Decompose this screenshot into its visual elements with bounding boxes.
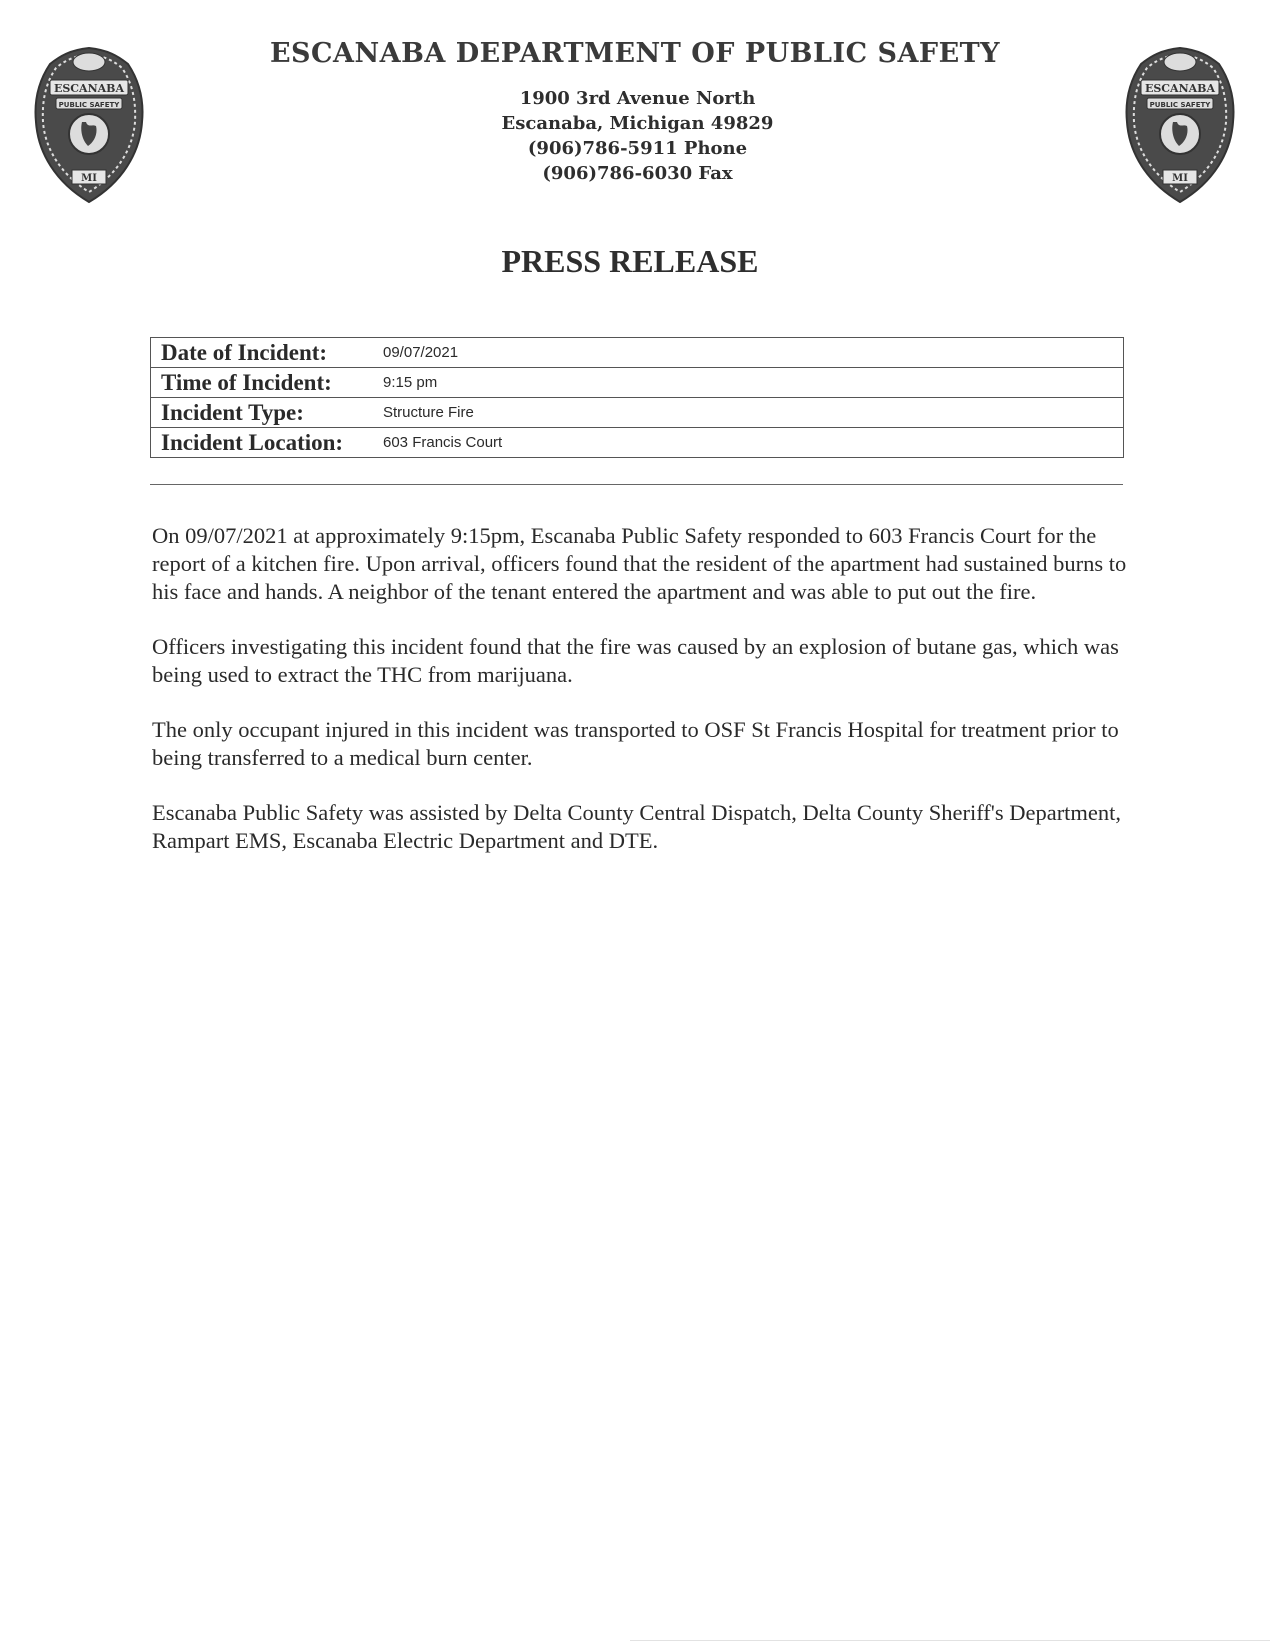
incident-info-table	[150, 337, 1124, 458]
organization-name: ESCANABA DEPARTMENT OF PUBLIC SAFETY	[269, 38, 1001, 69]
page-title: PRESS RELEASE	[501, 243, 759, 279]
address-line-2: Escanaba, Michigan 49829	[501, 113, 774, 134]
incident-value: 9:15 pm	[383, 374, 438, 391]
badge-text: PUBLIC SAFETY	[1149, 101, 1211, 109]
police-badge-icon	[1121, 42, 1239, 207]
badge-text: MI	[81, 173, 97, 184]
incident-row-type	[151, 398, 1123, 428]
incident-label: Time of Incident:	[161, 369, 332, 395]
divider	[150, 484, 1123, 485]
fax-number: (906)786-6030 Fax	[542, 163, 733, 184]
incident-value: Structure Fire	[383, 404, 474, 421]
address-line-1: 1900 3rd Avenue North	[519, 88, 756, 109]
badge-text: MI	[1172, 173, 1188, 184]
badge-text: ESCANABA	[53, 82, 125, 95]
organization-address	[360, 86, 915, 186]
body-paragraph: The only occupant injured in this incident was transported to OSF St Francis Hospital for treatment prior to being transferred to a medical burn center.	[152, 717, 1119, 770]
incident-label: Incident Type:	[161, 399, 304, 425]
body-paragraph: Escanaba Public Safety was assisted by Delta County Central Dispatch, Delta County Sheriff's Department, Rampart EMS, Escanaba Electric Department and DTE.	[152, 800, 1122, 853]
press-release-body	[152, 522, 1132, 882]
phone-number: (906)786-5911 Phone	[527, 138, 748, 159]
incident-label: Incident Location:	[161, 429, 344, 455]
incident-value: 09/07/2021	[383, 344, 459, 361]
incident-row-date	[151, 338, 1123, 368]
incident-row-time	[151, 368, 1123, 398]
incident-value: 603 Francis Court	[383, 434, 503, 451]
scan-edge-line	[630, 1640, 1270, 1641]
body-paragraph: On 09/07/2021 at approximately 9:15pm, Escanaba Public Safety responded to 603 Francis Court for the report of a kitchen fire. Upon arrival, officers found that the resident of the apartment had sustained burns to his face and hands. A neighbor of the tenant entered the apartment and was able to put out the fire.	[152, 523, 1127, 604]
badge-text: PUBLIC SAFETY	[58, 101, 120, 109]
badge-text: ESCANABA	[1144, 82, 1216, 95]
incident-label: Date of Incident:	[161, 339, 328, 365]
police-badge-icon	[30, 42, 148, 207]
body-paragraph: Officers investigating this incident found that the fire was caused by an explosion of butane gas, which was being used to extract the THC from marijuana.	[152, 634, 1119, 687]
incident-row-location	[151, 428, 1123, 457]
